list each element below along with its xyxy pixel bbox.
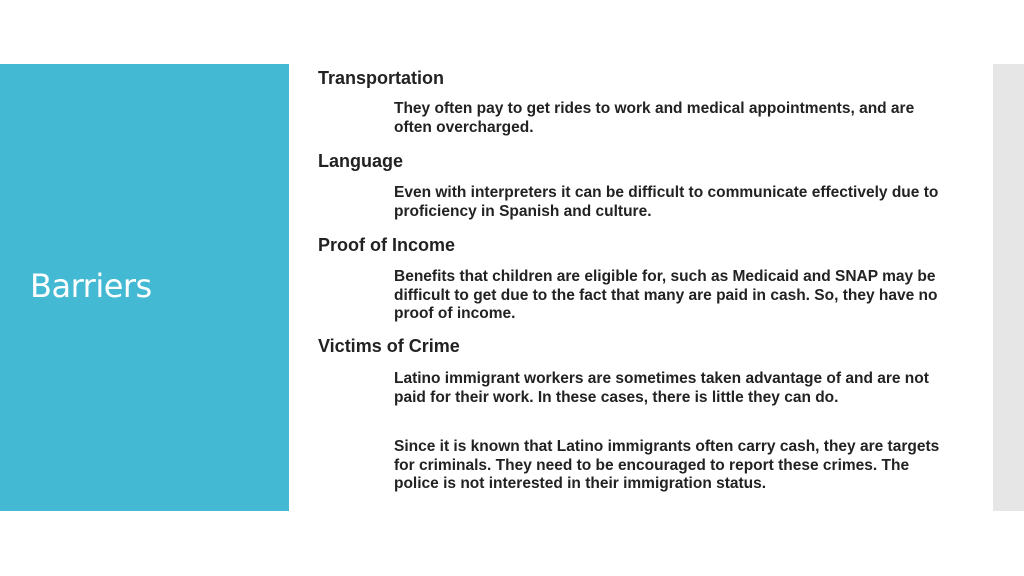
detail-transportation: They often pay to get rides to work and medical appointments, and are often overcharged. — [394, 100, 915, 136]
detail-victims-cash: Since it is known that Latino immigrants often carry cash, they are targets for criminals. They need to be encouraged to report these crimes. The police is not interested in their immigration status. — [394, 438, 940, 492]
heading-proof-of-income: Proof of Income — [318, 235, 456, 255]
slide-title: Barriers — [30, 267, 152, 305]
detail-proof-of-income: Benefits that children are eligible for, such as Medicaid and SNAP may be difficult to get due to the fact that many are paid in cash. So, they have no proof of income. — [394, 268, 938, 322]
detail-language: Even with interpreters it can be difficult to communicate effectively due to proficiency in Spanish and culture. — [394, 184, 939, 220]
heading-language: Language — [318, 151, 404, 171]
detail-victims-unpaid: Latino immigrant workers are sometimes taken advantage of and are not paid for their work. In these cases, there is little they can do. — [394, 370, 929, 406]
heading-victims-of-crime: Victims of Crime — [318, 336, 460, 356]
side-bar — [993, 64, 1024, 511]
heading-transportation: Transportation — [318, 68, 445, 88]
